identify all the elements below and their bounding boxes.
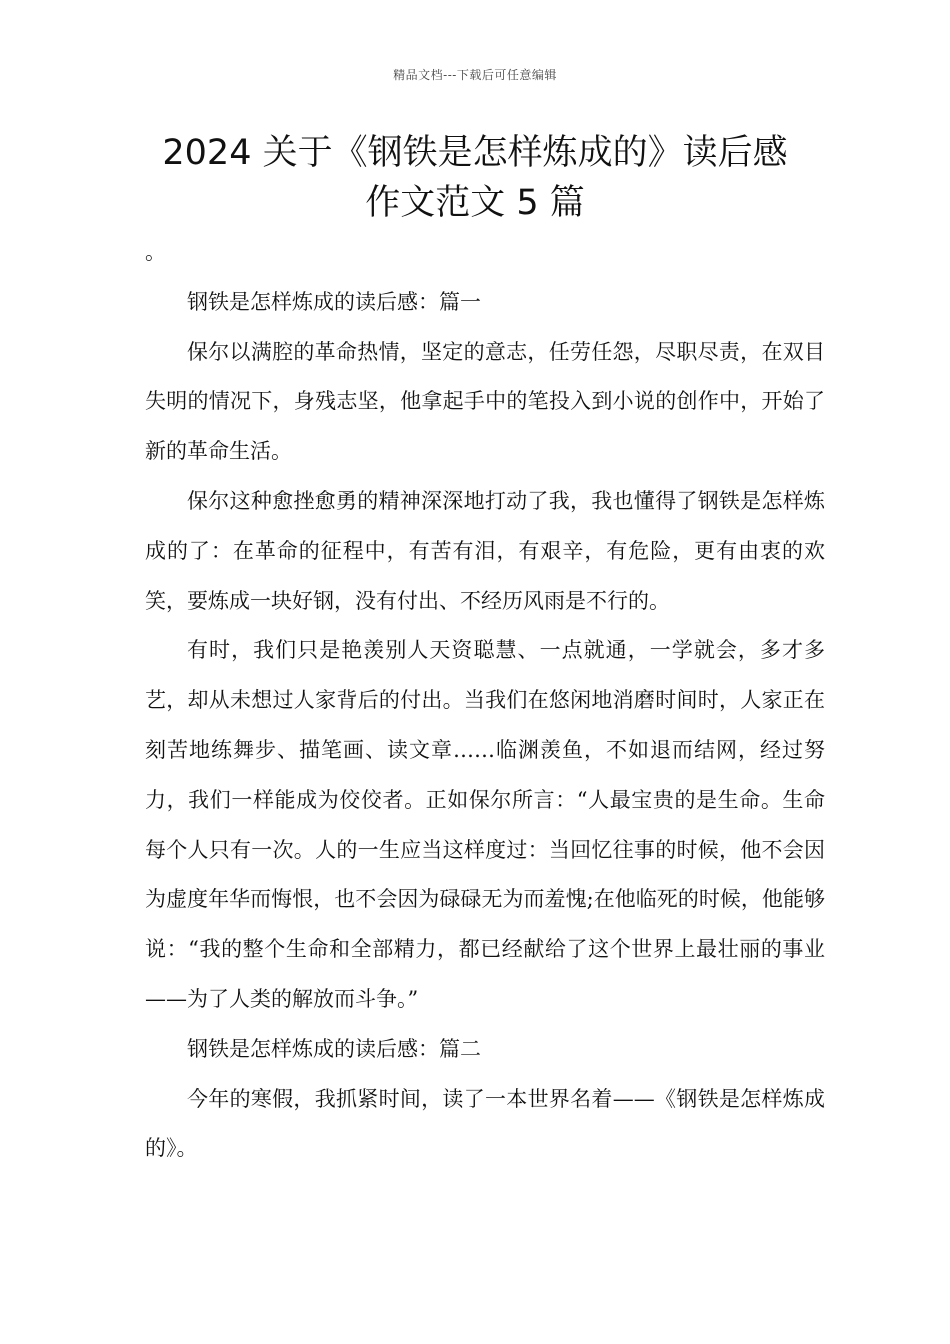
lead-mark: 。 <box>145 240 166 264</box>
document-body <box>145 228 825 1174</box>
title-line-1: 2024 关于《钢铁是怎样炼成的》读后感 <box>162 133 788 173</box>
title-line-2: 作文范文 5 篇 <box>365 183 585 223</box>
section-heading-1: 钢铁是怎样炼成的读后感：篇一 <box>187 289 481 314</box>
paragraph-2: 保尔这种愈挫愈勇的精神深深地打动了我，我也懂得了钢铁是怎样炼成的了：在革命的征程中，有苦有泪，有艰辛，有危险，更有由衷的欢笑，要炼成一块好钢，没有付出、不经历风雨是不行的。 <box>145 488 825 613</box>
paragraph-3: 有时，我们只是艳羡别人天资聪慧、一点就通，一学就会，多才多艺，却从未想过人家背后的付出。当我们在悠闲地消磨时间时，人家正在刻苦地练舞步、描笔画、读文章……临渊羡鱼，不如退而结网，经过努力，我们一样能成为佼佼者。正如保尔所言：“人最宝贵的是生命。生命每个人只有一次。人的一生应当这样度过：当回忆往事的时候，他不会因为虚度年华而悔恨，也不会因为碌碌无为而羞愧;在他临死的时候，他能够说：“我的整个生命和全部精力，都已经献给了这个世界上最壮丽的事业——为了人类的解放而斗争。” <box>145 638 825 1011</box>
document-title <box>100 128 850 228</box>
paragraph-1: 保尔以满腔的革命热情，坚定的意志，任劳任怨，尽职尽责，在双目失明的情况下，身残志坚，他拿起手中的笔投入到小说的创作中，开始了新的革命生活。 <box>145 339 825 464</box>
header-note: 精品文档---下载后可任意编辑 <box>393 68 557 82</box>
paragraph-4: 今年的寒假，我抓紧时间，读了一本世界名着——《钢铁是怎样炼成的》。 <box>145 1086 825 1161</box>
section-heading-2: 钢铁是怎样炼成的读后感：篇二 <box>187 1036 481 1061</box>
